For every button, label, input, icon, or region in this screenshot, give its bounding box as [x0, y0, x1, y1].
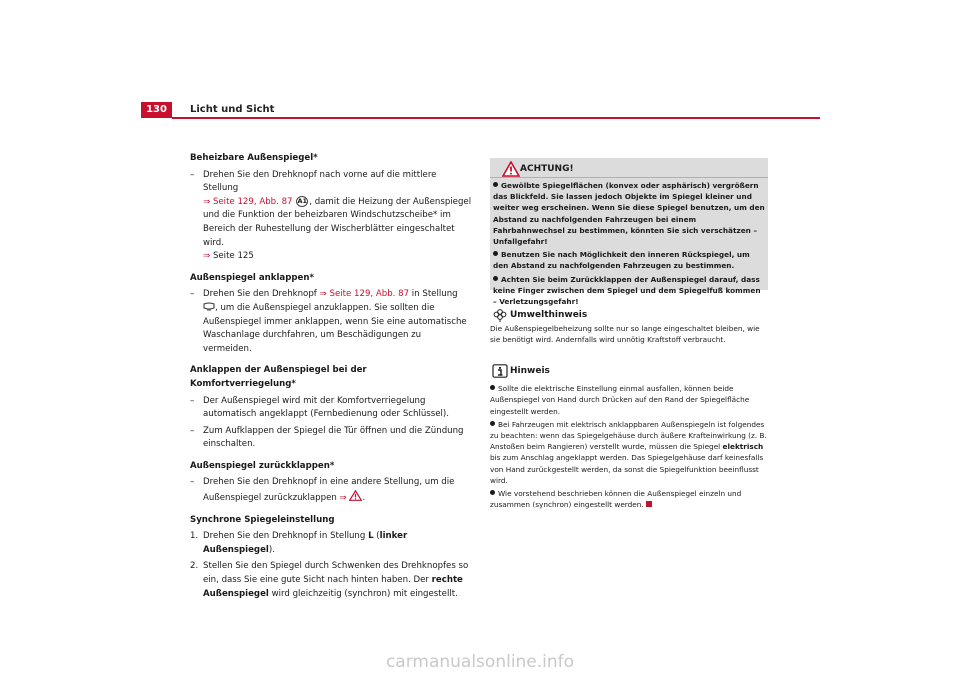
item-text: Der Außenspiegel wird mit der Komfortverriegelung automatisch angeklappt (Fernbedienung oder Schlüssel).	[203, 395, 449, 420]
bullet-icon	[493, 182, 498, 187]
watermark-footer: carmanualsonline.info	[385, 652, 575, 672]
page-reference: Seite 125	[212, 251, 254, 262]
hint-bullet	[490, 383, 770, 417]
page-link[interactable]: Seite 129, Abb. 87	[329, 289, 410, 300]
page-title: Licht und Sicht	[190, 104, 275, 115]
section-end-icon	[646, 501, 652, 507]
bullet-icon	[490, 385, 495, 390]
bullet-text: bis zum Anschlag angeklappt werden. Das Spiegelgehäuse darf keinesfalls von Hand zurückgestellt werden, da sonst die Spiegelfunktion beeinflusst wird.	[490, 453, 764, 485]
arrow-icon: ⇒	[203, 251, 211, 262]
bullet-text: Sollte die elektrische Einstellung einmal ausfallen, können beide Außenspiegel von Hand durch Drücken auf den Rand der Spiegelfläche eingestellt werden.	[490, 384, 750, 416]
warning-bullet	[493, 180, 765, 247]
position-l: L	[368, 531, 374, 542]
dash-bullet: –	[190, 289, 195, 300]
warning-divider	[490, 177, 768, 178]
folded-mirror-icon	[203, 302, 215, 311]
item-number: 1.	[190, 531, 199, 542]
hint-bullet	[490, 419, 770, 486]
bullet-text: Bei Fahrzeugen mit elektrisch anklappbaren Außenspiegeln ist folgendes zu beachten: wenn das Spiegelgehäuse durch äußere Krafteinwirkung (z. B. Anstoßen beim Rangieren) verstellt wurde, müssen die Spiegel	[490, 419, 767, 452]
list-item	[190, 395, 472, 422]
item-text: Zum Aufklappen der Spiegel die Tür öffnen und die Zündung einschalten.	[203, 425, 464, 450]
section-heading-fold-mirrors: Außenspiegel anklappen*	[190, 272, 314, 283]
hint-note	[490, 366, 770, 512]
item-text: in Stellung	[411, 289, 458, 300]
hint-bullet	[490, 488, 770, 510]
dash-bullet: –	[190, 477, 195, 488]
environment-text: Die Außenspiegelbeheizung sollte nur so lange eingeschaltet bleiben, wie sie benötigt wird. Andernfalls wird unnötig Kraftstoff verbraucht.	[490, 324, 760, 345]
hint-title: Hinweis	[510, 366, 550, 376]
bold-text: elektrisch	[722, 442, 764, 452]
warning-bullet	[493, 249, 765, 271]
list-item	[190, 476, 472, 505]
bullet-icon	[493, 276, 498, 281]
environment-note	[490, 310, 770, 346]
item-text: (	[376, 531, 380, 542]
numbered-item	[190, 560, 472, 601]
warning-triangle-icon	[502, 161, 520, 177]
bullet-text: Gewölbte Spiegelflächen (konvex oder asphärisch) vergrößern das Blickfeld. Sie lassen jedoch Objekte im Spiegel kleiner und weiter weg erscheinen. Wenn Sie diese Spiegel benutzen, um den Abstand zu nachfolgenden Fahrzeugen bei einem Fahrbahnwechsel zu bestimmen, könnten Sie sich verschätzen – Unfallgefahr!	[493, 181, 765, 247]
item-text: Stellen Sie den Spiegel durch Schwenken des Drehknopfes so ein, dass Sie eine gute Sicht nach hinten haben. Der	[203, 561, 469, 586]
list-item	[190, 169, 472, 264]
item-number: 2.	[190, 561, 199, 572]
list-item	[190, 425, 472, 452]
bold-text: linker Außenspiegel	[203, 531, 408, 555]
section-heading-heated-mirrors: Beheizbare Außenspiegel*	[190, 153, 318, 163]
item-text: Drehen Sie den Drehknopf in eine andere Stellung, um die Außenspiegel zurückzuklappen	[203, 477, 455, 504]
arrow-icon: ⇒	[203, 196, 211, 207]
flower-environment-icon	[492, 308, 508, 322]
right-column	[490, 158, 768, 307]
item-text: Drehen Sie den Drehknopf	[203, 289, 317, 300]
item-text: , um die Außenspiegel anzuklappen. Sie sollten die Außenspiegel immer anklappen, wenn Sie eine automatische Waschanlage durchfahren, um Beschädigungen zu vermeiden.	[203, 302, 467, 354]
bullet-text: Achten Sie beim Zurückklappen der Außenspiegel darauf, dass keine Finger zwischen dem Spiegel und dem Spiegelfuß kommen – Verletzungsgefahr!	[493, 274, 761, 307]
bullet-text: Benutzen Sie nach Möglichkeit den inneren Rückspiegel, um den Abstand zu nachfolgenden Fahrzeugen zu bestimmen.	[493, 250, 750, 271]
section-heading-comfort-locking: Anklappen der Außenspiegel bei der Komfortverriegelung*	[190, 365, 367, 389]
item-text: , damit die Heizung der Außenspiegel und die Funktion der beheizbaren Windschutzscheibe* im Bereich der Ruhestellung der Wischerblätter eingeschaltet wird.	[203, 196, 472, 248]
bullet-icon	[490, 490, 495, 495]
item-text: wird gleichzeitig (synchron) mit eingestellt.	[271, 588, 458, 599]
bullet-icon	[490, 421, 495, 426]
list-item	[190, 288, 472, 356]
section-heading-unfold-mirrors: Außenspiegel zurückklappen*	[190, 460, 335, 471]
warning-title: ACHTUNG!	[520, 164, 574, 174]
warning-bullet	[493, 274, 765, 308]
environment-title: Umwelthinweis	[510, 310, 588, 320]
left-column	[190, 152, 472, 601]
header-divider	[172, 117, 820, 119]
arrow-icon: ⇒	[339, 493, 347, 504]
page-link[interactable]: Seite 129, Abb. 87	[212, 196, 293, 207]
numbered-item	[190, 530, 472, 557]
bullet-text: Wie vorstehend beschrieben können die Außenspiegel einzeln und zusammen (synchron) eingestellt werden.	[490, 489, 742, 510]
section-heading-synchronous: Synchrone Spiegeleinstellung	[190, 514, 335, 525]
info-note-icon	[492, 364, 508, 378]
warning-box	[490, 158, 768, 307]
bold-text: rechte Außenspiegel	[203, 575, 463, 599]
bullet-icon	[493, 251, 498, 256]
dash-bullet: –	[190, 395, 195, 406]
item-text: Drehen Sie den Drehknopf nach vorne auf die mittlere Stellung	[203, 169, 437, 194]
arrow-icon: ⇒	[319, 289, 327, 300]
callout-a1-icon: A1	[297, 196, 308, 205]
page-number: 130	[141, 102, 172, 118]
item-text: .	[362, 493, 366, 504]
dash-bullet: –	[190, 425, 195, 436]
dash-bullet: –	[190, 169, 195, 180]
warning-triangle-icon	[349, 490, 362, 501]
item-text: ).	[268, 544, 275, 555]
item-text: Drehen Sie den Drehknopf in Stellung	[203, 531, 366, 542]
